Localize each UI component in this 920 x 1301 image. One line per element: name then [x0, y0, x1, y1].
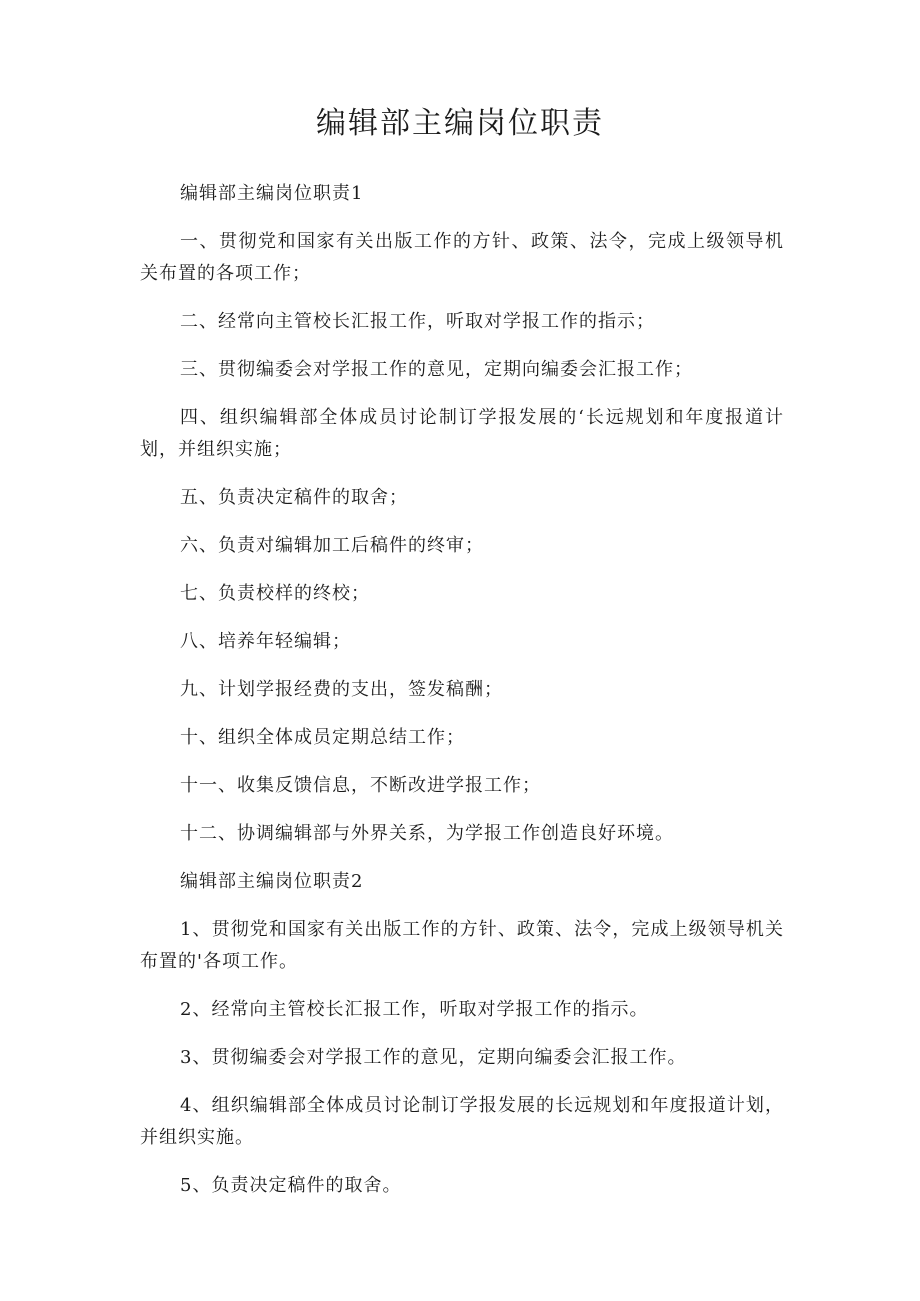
paragraph: 五、负责决定稿件的取舍；	[180, 487, 408, 508]
section-heading: 编辑部主编岗位职责2	[180, 871, 364, 892]
paragraph: 2、经常向主管校长汇报工作，听取对学报工作的指示。	[180, 999, 649, 1020]
paragraph: 3、贯彻编委会对学报工作的意见，定期向编委会汇报工作。	[180, 1047, 687, 1068]
document-body	[140, 178, 784, 1218]
paragraph: 七、负责校样的终校；	[180, 583, 370, 604]
paragraph: 四、组织编辑部全体成员讨论制订学报发展的‘长远规划和年度报道计划，并组织实施；	[140, 407, 784, 460]
paragraph: 4、组织编辑部全体成员讨论制订学报发展的长远规划和年度报道计划，并组织实施。	[140, 1095, 784, 1148]
paragraph: 十二、协调编辑部与外界关系，为学报工作创造良好环境。	[180, 823, 674, 844]
paragraph: 十一、收集反馈信息，不断改进学报工作；	[180, 775, 541, 796]
paragraph: 三、贯彻编委会对学报工作的意见，定期向编委会汇报工作；	[180, 359, 693, 380]
document-title: 编辑部主编岗位职责	[316, 106, 604, 141]
paragraph: 六、负责对编辑加工后稿件的终审；	[180, 535, 484, 556]
section-heading: 编辑部主编岗位职责1	[180, 183, 364, 204]
paragraph: 九、计划学报经费的支出，签发稿酬；	[180, 679, 503, 700]
paragraph: 1、贯彻党和国家有关出版工作的方针、政策、法令，完成上级领导机关布置的'各项工作。	[140, 919, 784, 972]
paragraph: 5、负责决定稿件的取舍。	[180, 1175, 402, 1196]
paragraph: 十、组织全体成员定期总结工作；	[180, 727, 465, 748]
paragraph: 八、培养年轻编辑；	[180, 631, 351, 652]
paragraph: 一、贯彻党和国家有关出版工作的方针、政策、法令，完成上级领导机关布置的各项工作；	[140, 231, 784, 284]
paragraph: 二、经常向主管校长汇报工作，听取对学报工作的指示；	[180, 311, 655, 332]
